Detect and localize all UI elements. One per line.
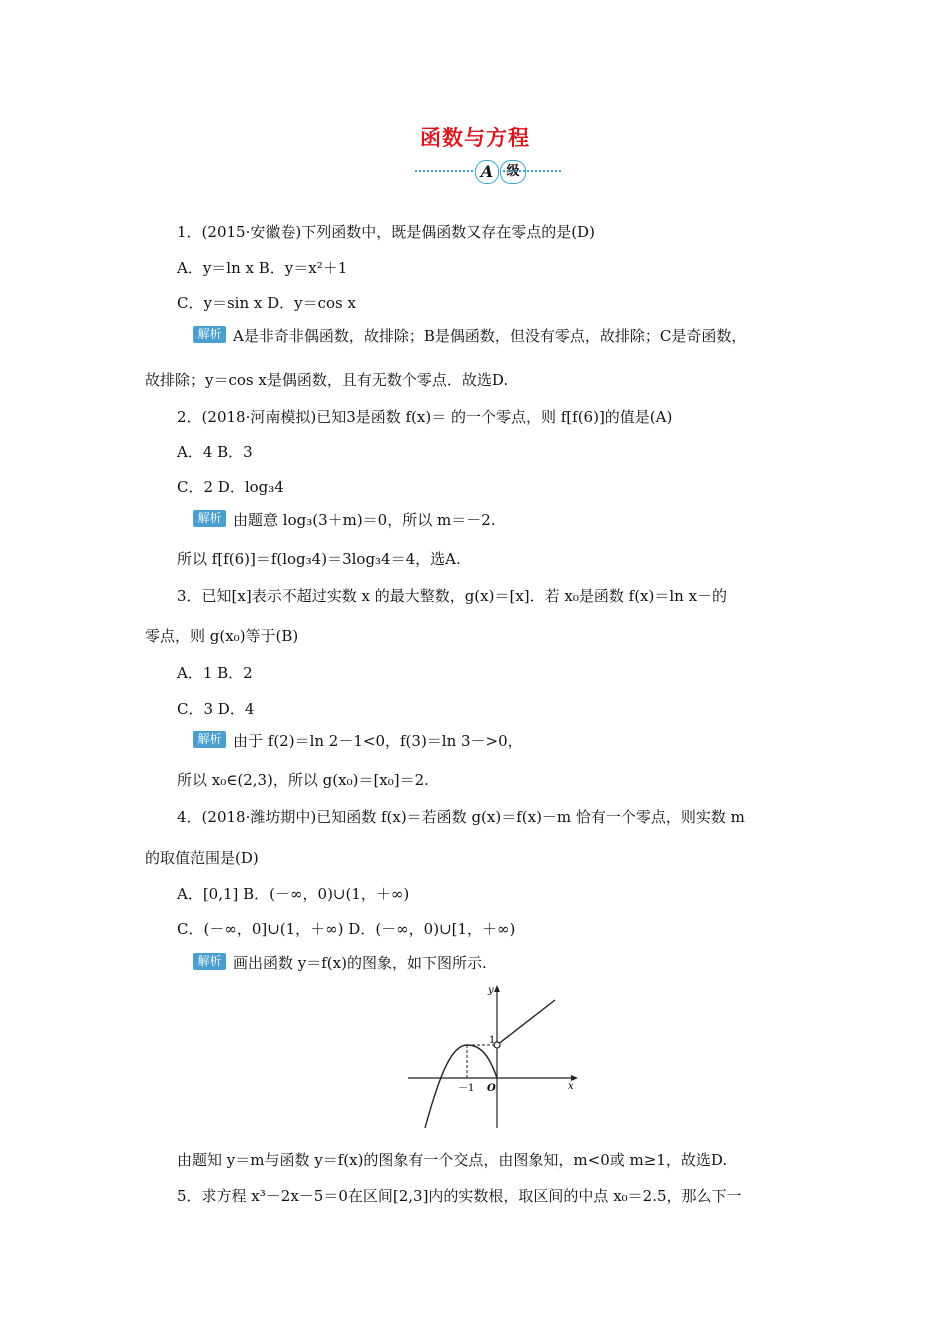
q2-analysis-2: 所以 f[f(6)]＝f(log₃4)＝3log₃4＝4，选A. bbox=[177, 550, 461, 568]
tick-label-1: 1 bbox=[489, 1035, 496, 1046]
page-title: 函数与方程 bbox=[420, 126, 530, 150]
q4-stem-2: 的取值范围是(D) bbox=[145, 849, 259, 867]
analysis-tag: 解析 bbox=[193, 953, 226, 970]
analysis-tag: 解析 bbox=[193, 326, 226, 343]
q1-analysis-2: 故排除；y＝cos x是偶函数，且有无数个零点．故选D. bbox=[145, 371, 509, 389]
analysis-tag: 解析 bbox=[193, 510, 226, 527]
q2-options-ab: A．4 B．3 bbox=[177, 443, 253, 461]
function-graph bbox=[400, 983, 585, 1133]
q3-analysis-1: 由于 f(2)＝ln 2－1<0，f(3)＝ln 3－>0， bbox=[233, 732, 523, 750]
level-letter: A bbox=[475, 160, 499, 184]
q4-options-ab: A．[0,1] B．(－∞，0)∪(1，＋∞) bbox=[177, 885, 410, 903]
q3-stem-2: 零点，则 g(x₀)等于(B) bbox=[145, 627, 299, 645]
q4-stem-1: 4．(2018·潍坊期中)已知函数 f(x)＝若函数 g(x)＝f(x)－m 恰有一个零点，则实数 m bbox=[177, 808, 745, 826]
q1-analysis-1: A是非奇非偶函数，故排除；B是偶函数，但没有零点，故排除；C是奇函数， bbox=[233, 327, 747, 345]
q1-stem: 1．(2015·安徽卷)下列函数中，既是偶函数又存在零点的是(D) bbox=[177, 223, 595, 241]
dotted-line-right bbox=[503, 170, 561, 172]
q2-stem: 2．(2018·河南模拟)已知3是函数 f(x)＝ 的一个零点，则 f[f(6)]的值是(A) bbox=[177, 408, 673, 426]
dotted-line-left bbox=[415, 170, 473, 172]
q1-options-ab: A．y＝ln x B．y＝x²＋1 bbox=[177, 259, 348, 277]
y-axis-label: y bbox=[488, 985, 494, 996]
q2-analysis-1: 由题意 log₃(3＋m)＝0，所以 m＝－2. bbox=[233, 511, 496, 529]
analysis-tag: 解析 bbox=[193, 731, 226, 748]
q5-stem-1: 5．求方程 x³－2x－5＝0在区间[2,3]内的实数根，取区间的中点 x₀＝2.5，那么下一 bbox=[177, 1187, 742, 1205]
q4-analysis-2: 由题知 y＝m与函数 y＝f(x)的图象有一个交点，由图象知，m<0或 m≥1，故选D. bbox=[177, 1151, 728, 1169]
q4-options-cd: C．(－∞，0]∪(1，＋∞) D．(－∞，0)∪[1，＋∞) bbox=[177, 920, 516, 938]
q1-options-cd: C．y＝sin x D．y＝cos x bbox=[177, 294, 356, 312]
tick-label-neg1: －1 bbox=[458, 1083, 475, 1094]
q4-analysis-1: 画出函数 y＝f(x)的图象，如下图所示. bbox=[233, 954, 487, 972]
q3-options-ab: A．1 B．2 bbox=[177, 664, 253, 682]
level-label: 级 bbox=[500, 160, 526, 184]
y-axis-arrow bbox=[494, 985, 500, 992]
x-axis-label: x bbox=[568, 1081, 574, 1092]
curve-right-branch bbox=[497, 1000, 555, 1045]
q2-options-cd: C．2 D．log₃4 bbox=[177, 478, 284, 496]
q3-analysis-2: 所以 x₀∈(2,3)，所以 g(x₀)＝[x₀]＝2. bbox=[177, 771, 429, 789]
level-badge bbox=[415, 160, 561, 182]
q3-stem-1: 3．已知[x]表示不超过实数 x 的最大整数，g(x)＝[x]．若 x₀是函数 f(x)＝ln x－的 bbox=[177, 587, 728, 605]
q3-options-cd: C．3 D．4 bbox=[177, 700, 255, 718]
origin-label: O bbox=[487, 1083, 496, 1094]
